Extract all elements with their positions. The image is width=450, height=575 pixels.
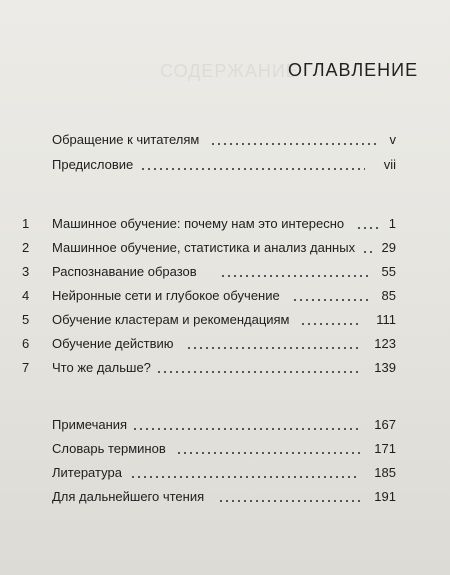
leader-dots [130,463,360,483]
toc-entry-label: Словарь терминов [52,441,166,456]
chapter-number: 5 [22,312,30,327]
leader-dots [210,130,376,150]
toc-entry-page: 185 [374,465,396,480]
toc-entry-label: Обучение действию [52,336,174,351]
chapter-number: 4 [22,288,30,303]
toc-entry-page: 191 [374,489,396,504]
toc-entry-page: vii [383,157,396,172]
toc-entry-chapter-7 [0,358,450,378]
leader-dots [356,214,380,234]
toc-entry-page: 1 [388,216,396,231]
leader-dots [176,439,362,459]
leader-dots [220,262,370,282]
chapter-number: 7 [22,360,30,375]
toc-entry-chapter-5 [0,310,450,330]
toc-entry-page: v [389,132,396,147]
toc-entry-back-3 [0,463,450,483]
bleed-through-text: СОДЕРЖАНИЕ [160,61,299,81]
leader-dots [218,487,360,507]
leader-dots [362,238,374,258]
toc-entry-page: 167 [374,417,396,432]
chapter-number: 1 [22,216,30,231]
toc-entry-page: 111 [376,312,396,327]
toc-entry-back-1 [0,415,450,435]
chapter-number: 2 [22,240,30,255]
toc-entry-front-2 [0,155,450,175]
toc-entry-chapter-2 [0,238,450,258]
toc-entry-back-4 [0,487,450,507]
leader-dots [292,286,370,306]
toc-entry-label: Предисловие [52,157,134,172]
toc-entry-page: 123 [374,336,396,351]
leader-dots [156,358,360,378]
toc-entry-chapter-3 [0,262,450,282]
toc-entry-label: Что же дальше? [52,360,151,375]
toc-entry-chapter-6 [0,334,450,354]
chapter-number: 6 [22,336,30,351]
toc-entry-page: 139 [374,360,396,375]
toc-entry-page: 171 [374,441,396,456]
toc-entry-chapter-4 [0,286,450,306]
toc-entry-label: Литература [52,465,122,480]
leader-dots [140,155,365,175]
leader-dots [300,310,360,330]
toc-entry-label: Машинное обучение, статистика и анализ данных [52,240,356,255]
toc-entry-label: Машинное обучение: почему нам это интересно [52,216,345,231]
toc-entry-label: Нейронные сети и глубокое обучение [52,288,280,303]
leader-dots [186,334,360,354]
toc-entry-back-2 [0,439,450,459]
toc-entry-label: Примечания [52,417,128,432]
leader-dots [132,415,360,435]
toc-entry-label: Распознавание образов [52,264,197,279]
toc-entry-page: 85 [381,288,396,303]
toc-entry-page: 55 [381,264,396,279]
toc-entry-front-1 [0,130,450,150]
chapter-number: 3 [22,264,30,279]
toc-entry-label: Для дальнейшего чтения [52,489,205,504]
toc-entry-label: Обучение кластерам и рекомендациям [52,312,290,327]
toc-entry-label: Обращение к читателям [52,132,200,147]
page-title: ОГЛАВЛЕНИЕ [288,60,419,80]
toc-entry-page: 29 [381,240,396,255]
toc-entry-chapter-1 [0,214,450,234]
